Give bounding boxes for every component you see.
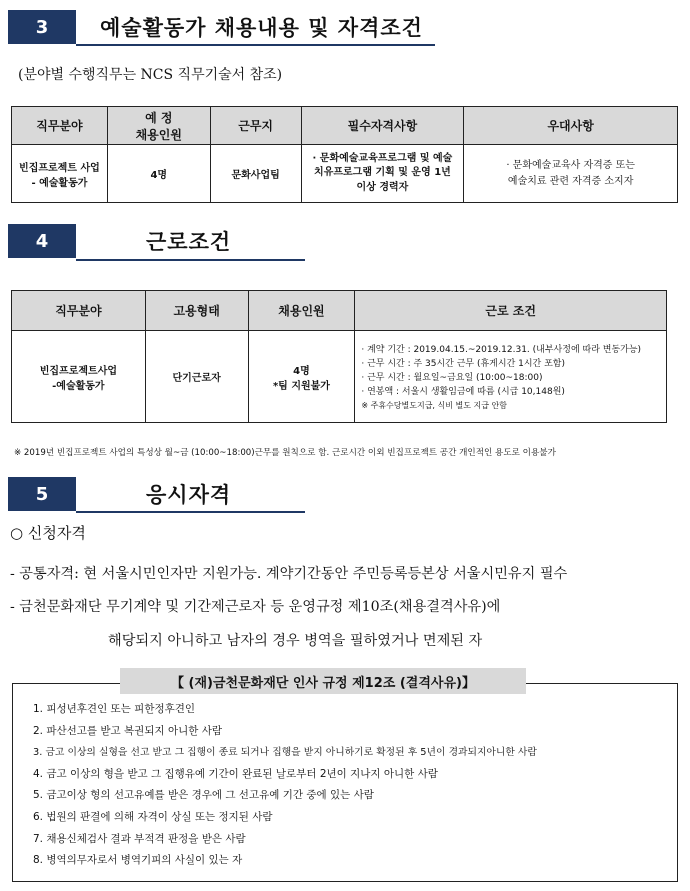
section4-number: 4 [8,224,76,258]
cell-field: 빈집프로젝트사업 -예술활동가 [12,331,146,423]
cell-field: 빈집프로젝트 사업 - 예술활동가 [12,145,108,203]
rule-list [33,699,537,872]
section4-underline [76,259,305,261]
header-count: 채용인원 [248,291,355,331]
section5-subheading: ○ 신청자격 [10,524,86,542]
header-field: 직무분야 [12,107,108,145]
section4-header [8,224,231,258]
rule-title: 【 (재)금천문화재단 인사 규정 제12조 (결격사유)】 [120,668,526,694]
section3-number: 3 [8,10,76,44]
section5-line1: - 공통자격: 현 서울시민인자만 지원가능. 계약기간동안 주민등록등본상 서울시민유지 필수 [10,566,568,582]
header-conditions: 근로 조건 [355,291,667,331]
rule-item: 5. 금고이상 형의 선고유예를 받은 경우에 그 선고유예 기간 중에 있는 사람 [33,789,374,802]
section3-title: 예술활동가 채용내용 및 자격조건 [100,16,423,40]
section3-header [8,10,423,44]
rule-item: 6. 법원의 판결에 의해 자격이 상실 또는 정지된 사람 [33,810,273,823]
rule-item: 7. 채용신체검사 결과 부적격 판정을 받은 사람 [33,832,246,845]
condition-line: · 근무 시간 : 주 35시간 근무 (휴게시간 1시간 포함) [361,358,565,369]
condition-line: · 근무 시간 : 월요일~금요일 (10:00~18:00) [361,372,543,383]
section5-line2: - 금천문화재단 무기계약 및 기간제근로자 등 운영규정 제10조(채용결격사유)에 [10,599,501,615]
rule-item: 2. 파산선고를 받고 복권되지 아니한 사람 [33,724,222,737]
cell-required: · 문화예술교육프로그램 및 예술 치유프로그램 기획 및 운영 1년 이상 경력자 [301,145,464,203]
header-field: 직무분야 [12,291,146,331]
header-type: 고용형태 [145,291,248,331]
condition-line: · 연봉액 : 서울시 생활임금에 따름 (시급 10,148원) [361,386,565,397]
header-required: 필수자격사항 [301,107,464,145]
header-place: 근무지 [210,107,301,145]
header-count: 예 정 채용인원 [107,107,210,145]
section5-title: 응시자격 [146,483,232,507]
rule-item: 1. 피성년후견인 또는 피한정후견인 [33,703,196,715]
section3-table [11,106,678,203]
condition-line: · 계약 기간 : 2019.04.15.~2019.12.31. (내부사정에 따라 변동가능) [361,344,642,355]
rule-item: 3. 금고 이상의 실형을 선고 받고 그 집행이 종료 되거나 집행을 받지 아니하기로 확정된 후 5년이 경과되지아니한 사람 [33,747,537,759]
section4-title: 근로조건 [146,230,232,254]
section4-footnote: ※ 2019년 빈집프로젝트 사업의 특성상 월~금 (10:00~18:00)근무를 원칙으로 함. 근로시간 이외 빈집프로젝트 공간 개인적인 용도로 이용불가 [14,448,556,458]
cell-conditions [355,331,667,423]
section3-note: (분야별 수행직무는 NCS 직무기술서 참조) [18,67,283,83]
section5-underline [76,511,305,513]
rule-item: 4. 금고 이상의 형을 받고 그 집행유예 기간이 완료된 날로부터 2년이 지나지 아니한 사람 [33,767,438,780]
cell-count: 4명 [107,145,210,203]
section3-underline [76,44,435,46]
rule-item: 8. 병역의무자로서 병역기피의 사실이 있는 자 [33,854,243,867]
section5-number: 5 [8,477,76,511]
cell-place: 문화사업팀 [210,145,301,203]
section5-header [8,477,231,511]
cell-preferred: · 문화예술교육사 자격증 또는 예술치료 관련 자격증 소지자 [464,145,678,203]
cell-count: 4명 *팀 지원불가 [248,331,355,423]
header-preferred: 우대사항 [464,107,678,145]
section5-line3: 해당되지 아니하고 남자의 경우 병역을 필하였거나 면제된 자 [108,633,483,649]
cell-type: 단기근로자 [145,331,248,423]
condition-line: ※ 주휴수당별도지급, 식비 별도 지급 안함 [361,400,507,410]
section4-table [11,290,667,423]
